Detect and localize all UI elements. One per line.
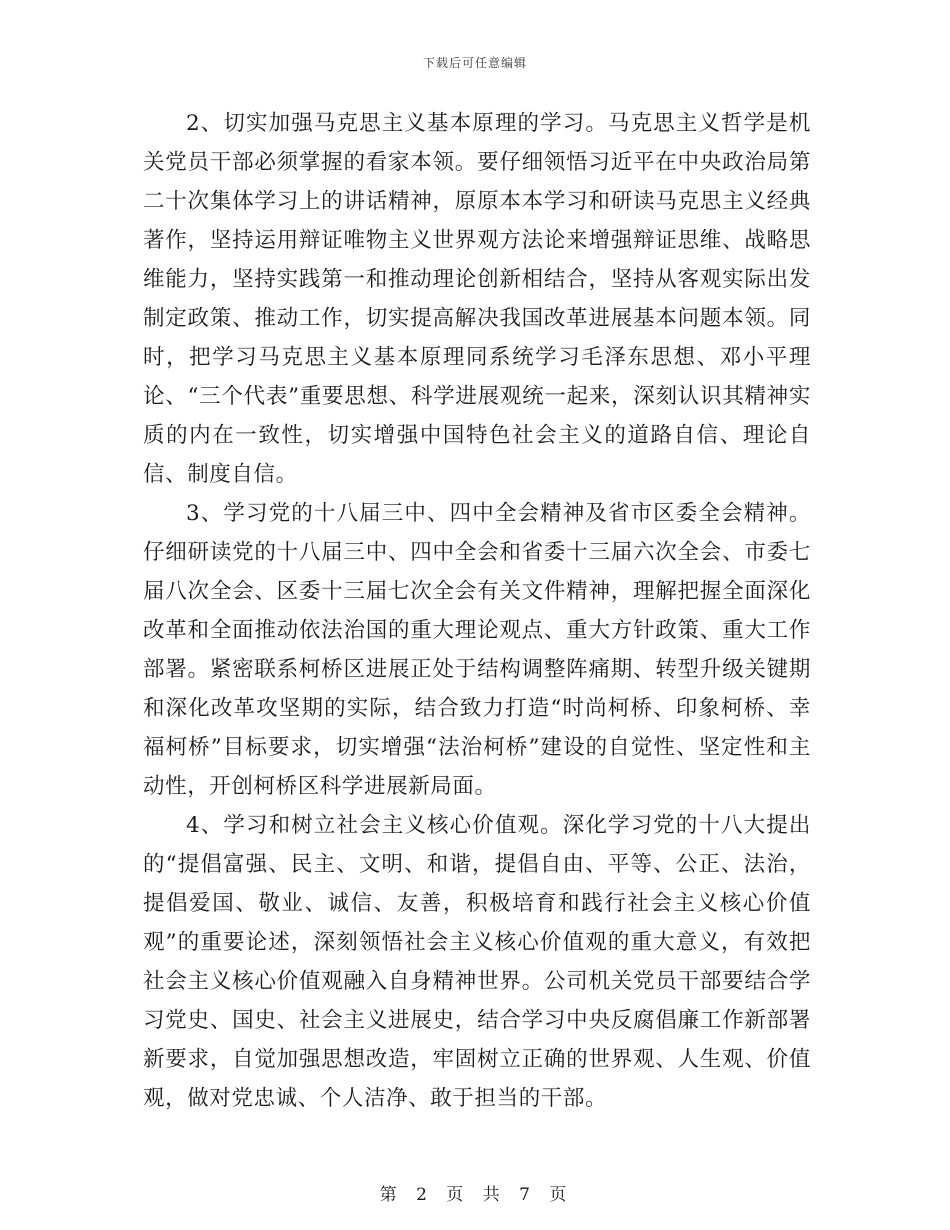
document-body	[143, 104, 811, 1118]
paragraph-item-3: 3、学习党的十八届三中、四中全会精神及省市区委全会精神。仔细研读党的十八届三中、四中全会和省委十三届六次全会、市委七届八次全会、区委十三届七次全会有关文件精神，理解把握全面深化改革和全面推动依法治国的重大理论观点、重大方针政策、重大工作部署。紧密联系柯桥区进展正处于结构调整阵痛期、转型升级关键期和深化改革攻坚期的实际，结合致力打造“时尚柯桥、印象柯桥、幸福柯桥”目标要求，切实增强“法治柯桥”建设的自觉性、坚定性和主动性，开创柯桥区科学进展新局面。	[143, 501, 811, 799]
page-header: 下载后可任意编辑	[422, 56, 527, 70]
paragraph-item-2: 2、切实加强马克思主义基本原理的学习。马克思主义哲学是机关党员干部必须掌握的看家本领。要仔细领悟习近平在中央政治局第二十次集体学习上的讲话精神，原原本本学习和研读马克思主义经典著作，坚持运用辩证唯物主义世界观方法论来增强辩证思维、战略思维能力，坚持实践第一和推动理论创新相结合，坚持从客观实际出发制定政策、推动工作，切实提高解决我国改革进展基本问题本领。同时，把学习马克思主义基本原理同系统学习毛泽东思想、邓小平理论、“三个代表”重要思想、科学进展观统一起来，深刻认识其精神实质的内在一致性，切实增强中国特色社会主义的道路自信、理论自信、制度自信。	[143, 111, 811, 487]
page-footer: 第 2 页 共 7 页	[379, 1185, 571, 1205]
paragraph-item-4: 4、学习和树立社会主义核心价值观。深化学习党的十八大提出的“提倡富强、民主、文明、和谐，提倡自由、平等、公正、法治，提倡爱国、敬业、诚信、友善，积极培育和践行社会主义核心价值观”的重要论述，深刻领悟社会主义核心价值观的重大意义，有效把社会主义核心价值观融入自身精神世界。公司机关党员干部要结合学习党史、国史、社会主义进展史，结合学习中央反腐倡廉工作新部署新要求，自觉加强思想改造，牢固树立正确的世界观、人生观、价值观，做对党忠诚、个人洁净、敢于担当的干部。	[143, 813, 811, 1111]
